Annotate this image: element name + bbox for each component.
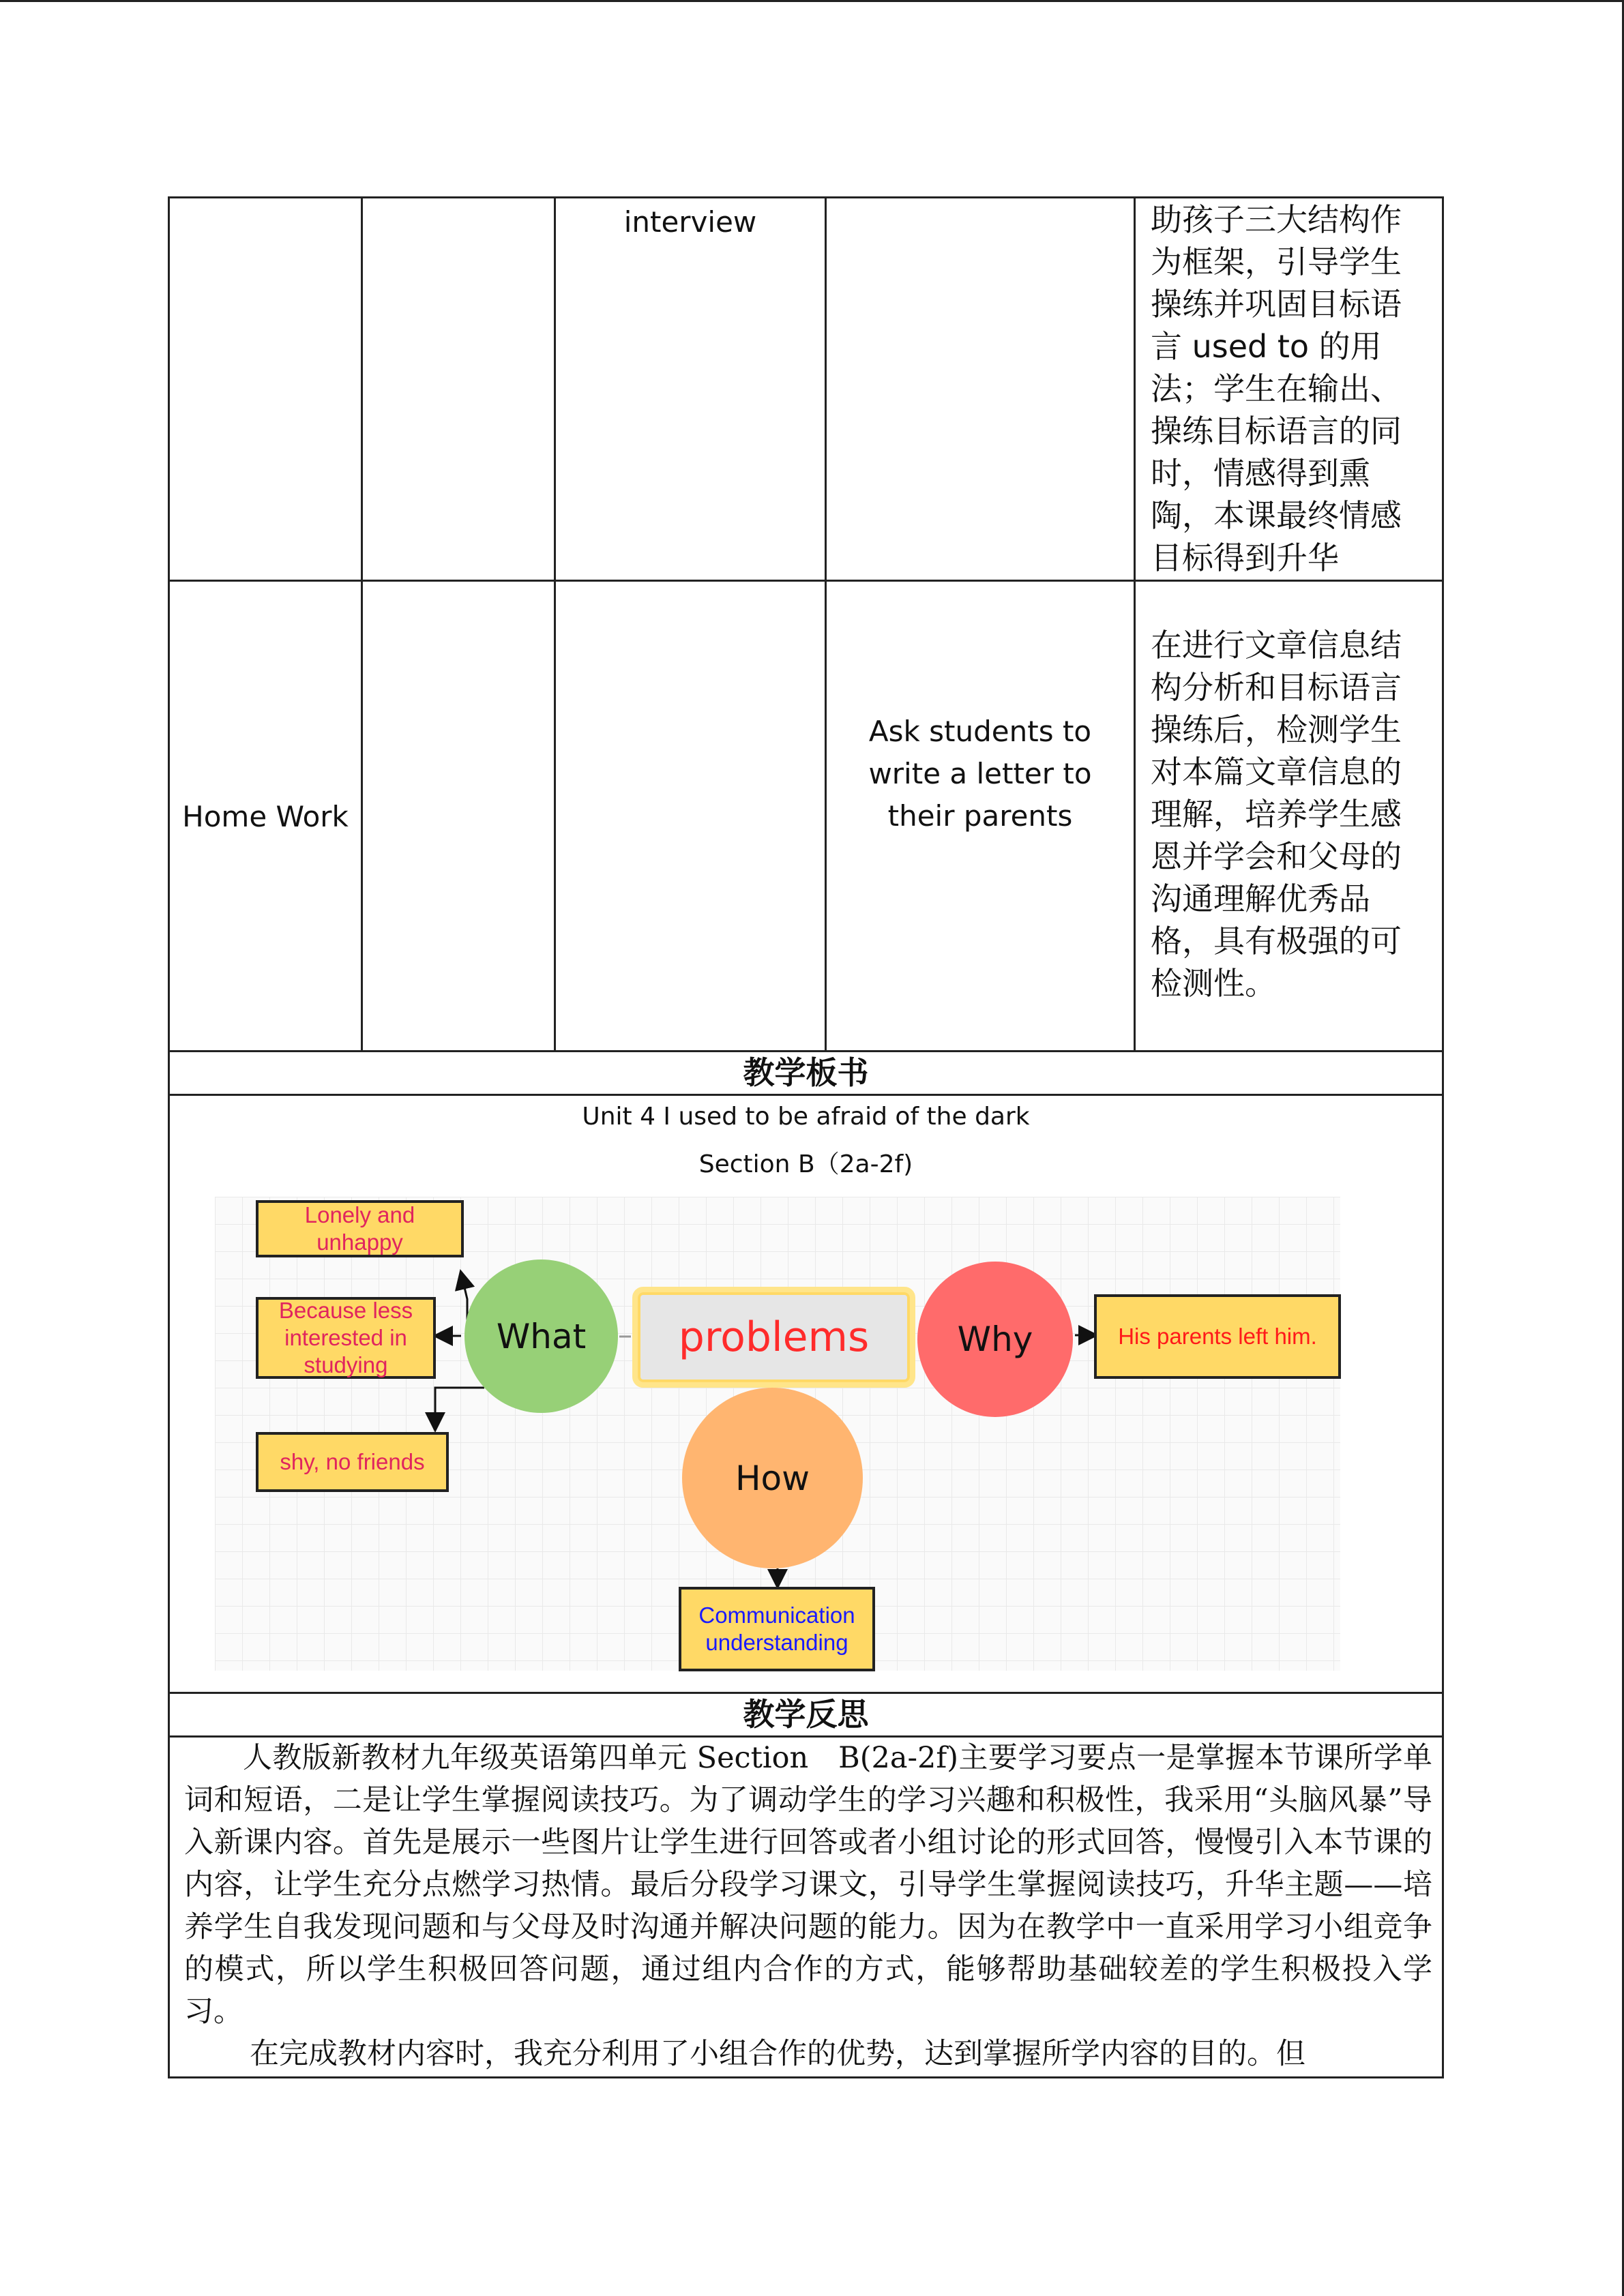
purpose-text: 在进行文章信息结构分析和目标语言操练后，检测学生对本篇文章信息的理解，培养学生感恩并学会和父母的沟通理解优秀品格，具有极强的可检测性。 <box>1151 627 1402 1002</box>
why-circle: Why <box>917 1262 1073 1417</box>
reflection-paragraph-1: 人教版新教材九年级英语第四单元 Section B(2a-2f)主要学习要点一是掌握本节课所学单词和短语，二是让学生掌握阅读技巧。为了调动学生的学习兴趣和积极性，我采用“头脑风暴”导入新课内容。首先是展示一些图片让学生进行回答或者小组讨论的形式回答，慢慢引入本节课的内容，让学生充分点燃学习热情。最后分段学习课文，引导学生掌握阅读技巧，升华主题——培养学生自我发现问题和与父母及时沟通并解决问题的能力。因为在教学中一直采用学习小组竞争的模式，所以学生积极回答问题，通过组内合作的方式，能够帮助基础较差的学生积极投入学习。 <box>184 1741 1432 2029</box>
table-cell <box>361 580 554 1052</box>
board-title-section: Section B（2a-2f) <box>698 1150 913 1178</box>
table-cell <box>1134 196 1444 582</box>
arrow-to-shy <box>435 1388 484 1429</box>
board-title-unit: Unit 4 I used to be afraid of the dark <box>582 1103 1030 1131</box>
table-row-homework <box>168 580 1444 1052</box>
what-circle: What <box>464 1259 618 1413</box>
table-row-interview <box>168 196 1444 582</box>
what-item-shy: shy, no friends <box>256 1432 449 1492</box>
table-cell <box>554 580 825 1052</box>
table-cell <box>168 196 361 582</box>
how-item-communication: Communication understanding <box>679 1587 875 1671</box>
table-cell <box>825 196 1134 582</box>
homework-line-1: Ask students to <box>868 715 1092 748</box>
mind-map <box>215 1197 1340 1671</box>
table-cell <box>361 196 554 582</box>
purpose-text: 助孩子三大结构作为框架，引导学生操练并巩固目标语言 used to 的用法；学生在输出、操练目标语言的同时，情感得到熏陶，本课最终情感目标得到升华 <box>1151 201 1402 576</box>
stage-home-work: Home Work <box>182 800 349 833</box>
what-item-lonely: Lonely and unhappy <box>256 1200 464 1257</box>
how-circle: How <box>682 1388 863 1568</box>
problems-box: problems <box>632 1287 915 1388</box>
homework-line-3: their parents <box>887 799 1073 833</box>
table-cell <box>168 580 361 1052</box>
table-cell <box>1134 580 1444 1052</box>
reflection-heading: 教学反思 <box>168 1692 1444 1738</box>
page-top-edge <box>0 0 1624 2</box>
table-cell <box>825 580 1134 1052</box>
why-item-parents: His parents left him. <box>1094 1294 1341 1379</box>
table-cell <box>554 196 825 582</box>
board-heading: 教学板书 <box>168 1050 1444 1096</box>
what-item-because: Because less interested in studying <box>256 1297 436 1379</box>
reflection-paragraph-2: 在完成教材内容时，我充分利用了小组合作的优势，达到掌握所学内容的目的。但 <box>250 2037 1305 2071</box>
homework-line-2: write a letter to <box>868 757 1092 790</box>
activity-interview: interview <box>623 205 757 239</box>
